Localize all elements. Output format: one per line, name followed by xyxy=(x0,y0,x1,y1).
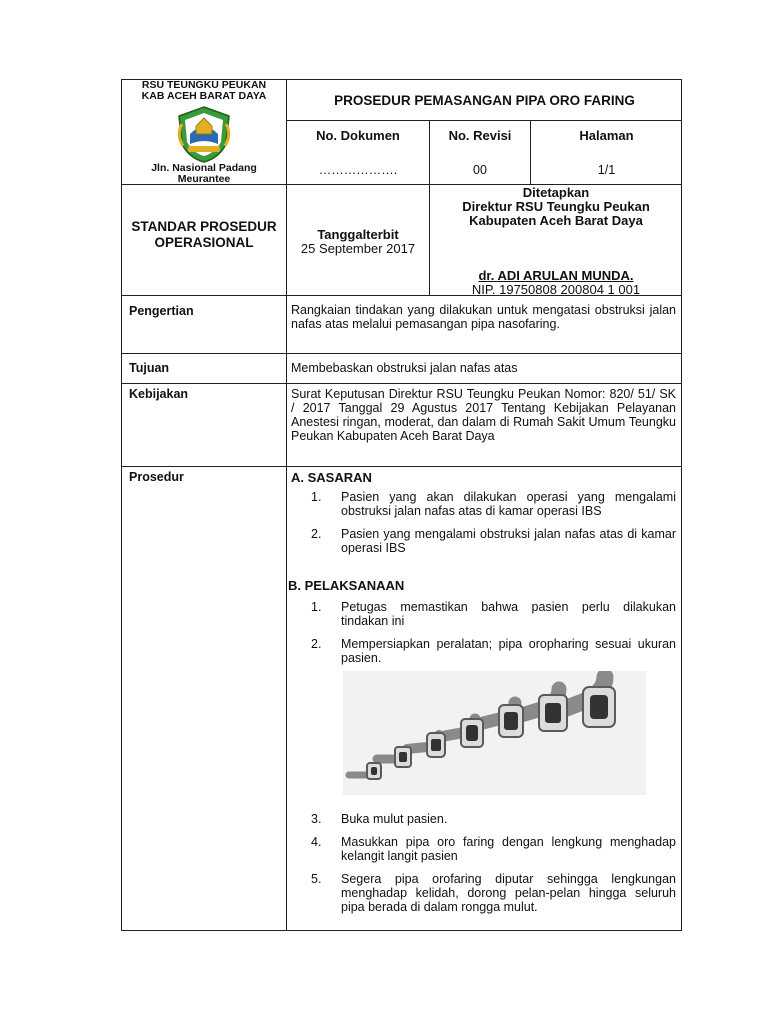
director-line-2: Kabupaten Aceh Barat Daya xyxy=(469,213,643,228)
section-b-list-continued xyxy=(311,812,676,923)
item-text: Segera pipa orofaring diputar sehingga lengkungan menghadap kelidah, dorong pelan-pelan hingga seluruh pipa berada di dalam rongga mulut. xyxy=(341,872,676,914)
regency-emblem-icon xyxy=(174,104,234,164)
approval-block xyxy=(430,186,682,228)
terbit-date: 25 September 2017 xyxy=(300,241,416,256)
tujuan-label: Tujuan xyxy=(129,361,170,375)
list-item xyxy=(311,600,676,628)
address: Jln. Nasional Padang Meurantee xyxy=(151,162,257,185)
item-number: 5. xyxy=(311,872,322,886)
item-text: Petugas memastikan bahwa pasien perlu dilakukan tindakan ini xyxy=(341,600,676,628)
value-halaman: 1/1 xyxy=(597,163,616,177)
list-item xyxy=(311,490,676,518)
pengertian-text: Rangkaian tindakan yang dilakukan untuk mengatasi obstruksi jalan nafas atas melalui pemasangan pipa nasofaring. xyxy=(291,303,676,331)
institution-line-2: KAB ACEH BARAT DAYA xyxy=(141,90,267,102)
col-revisi: No. Revisi xyxy=(448,128,512,143)
oropharyngeal-airways-photo xyxy=(343,671,646,795)
tujuan-text: Membebaskan obstruksi jalan nafas atas xyxy=(291,361,518,375)
list-item xyxy=(311,835,676,863)
divider xyxy=(122,466,682,467)
item-number: 2. xyxy=(311,637,322,651)
section-b-heading: B. PELAKSANAAN xyxy=(288,578,405,593)
sop-label: STANDAR PROSEDUR OPERASIONAL xyxy=(131,219,277,250)
signer-name: dr. ADI ARULAN MUNDA. xyxy=(478,268,634,283)
item-text: Buka mulut pasien. xyxy=(341,812,448,826)
item-text: Pasien yang akan dilakukan operasi yang mengalami obstruksi jalan nafas atas di kamar operasi IBS xyxy=(341,490,676,518)
pengertian-label: Pengertian xyxy=(129,304,194,318)
institution-line-1: RSU TEUNGKU PEUKAN xyxy=(141,79,267,91)
page-title: PROSEDUR PEMASANGAN PIPA ORO FARING xyxy=(334,93,635,108)
item-number: 4. xyxy=(311,835,322,849)
item-number: 1. xyxy=(311,600,322,614)
terbit-label: Tanggalterbit xyxy=(317,227,399,242)
item-text: Masukkan pipa oro faring dengan lengkung menghadap kelangit langit pasien xyxy=(341,835,676,863)
institution-name xyxy=(124,80,284,102)
item-text: Mempersiapkan peralatan; pipa oropharing sesuai ukuran pasien. xyxy=(341,637,676,665)
col-dokumen: No. Dokumen xyxy=(316,128,400,143)
item-text: Pasien yang mengalami obstruksi jalan nafas atas di kamar operasi IBS xyxy=(341,527,676,555)
ditetapkan-label: Ditetapkan xyxy=(522,185,590,200)
prosedur-label: Prosedur xyxy=(129,470,184,484)
list-item xyxy=(311,637,676,665)
list-item xyxy=(311,527,676,555)
sop-document xyxy=(121,79,682,931)
item-number: 2. xyxy=(311,527,322,541)
col-halaman: Halaman xyxy=(579,128,634,143)
divider xyxy=(286,120,682,121)
value-dokumen: ………………. xyxy=(318,163,398,177)
value-revisi: 00 xyxy=(473,163,487,177)
kebijakan-label: Kebijakan xyxy=(129,387,189,401)
divider xyxy=(122,383,682,384)
section-a-list xyxy=(311,490,676,564)
section-b-list xyxy=(311,600,676,674)
director-line-1: Direktur RSU Teungku Peukan xyxy=(462,199,650,214)
item-number: 1. xyxy=(311,490,322,504)
kebijakan-text: Surat Keputusan Direktur RSU Teungku Peukan Nomor: 820/ 51/ SK / 2017 Tanggal 29 Agustus 2017 Tentang Kebijakan Pelayanan Anestesi ringan, moderat, dan dalam di Rumah Sakit Umum Teungku Peukan Kabupaten Aceh Barat Daya xyxy=(291,387,676,443)
list-item xyxy=(311,812,676,826)
list-item xyxy=(311,872,676,914)
section-a-heading: A. SASARAN xyxy=(291,470,372,485)
signer-nip: NIP. 19750808 200804 1 001 xyxy=(471,282,641,297)
divider xyxy=(286,80,287,931)
item-number: 3. xyxy=(311,812,322,826)
divider xyxy=(122,353,682,354)
